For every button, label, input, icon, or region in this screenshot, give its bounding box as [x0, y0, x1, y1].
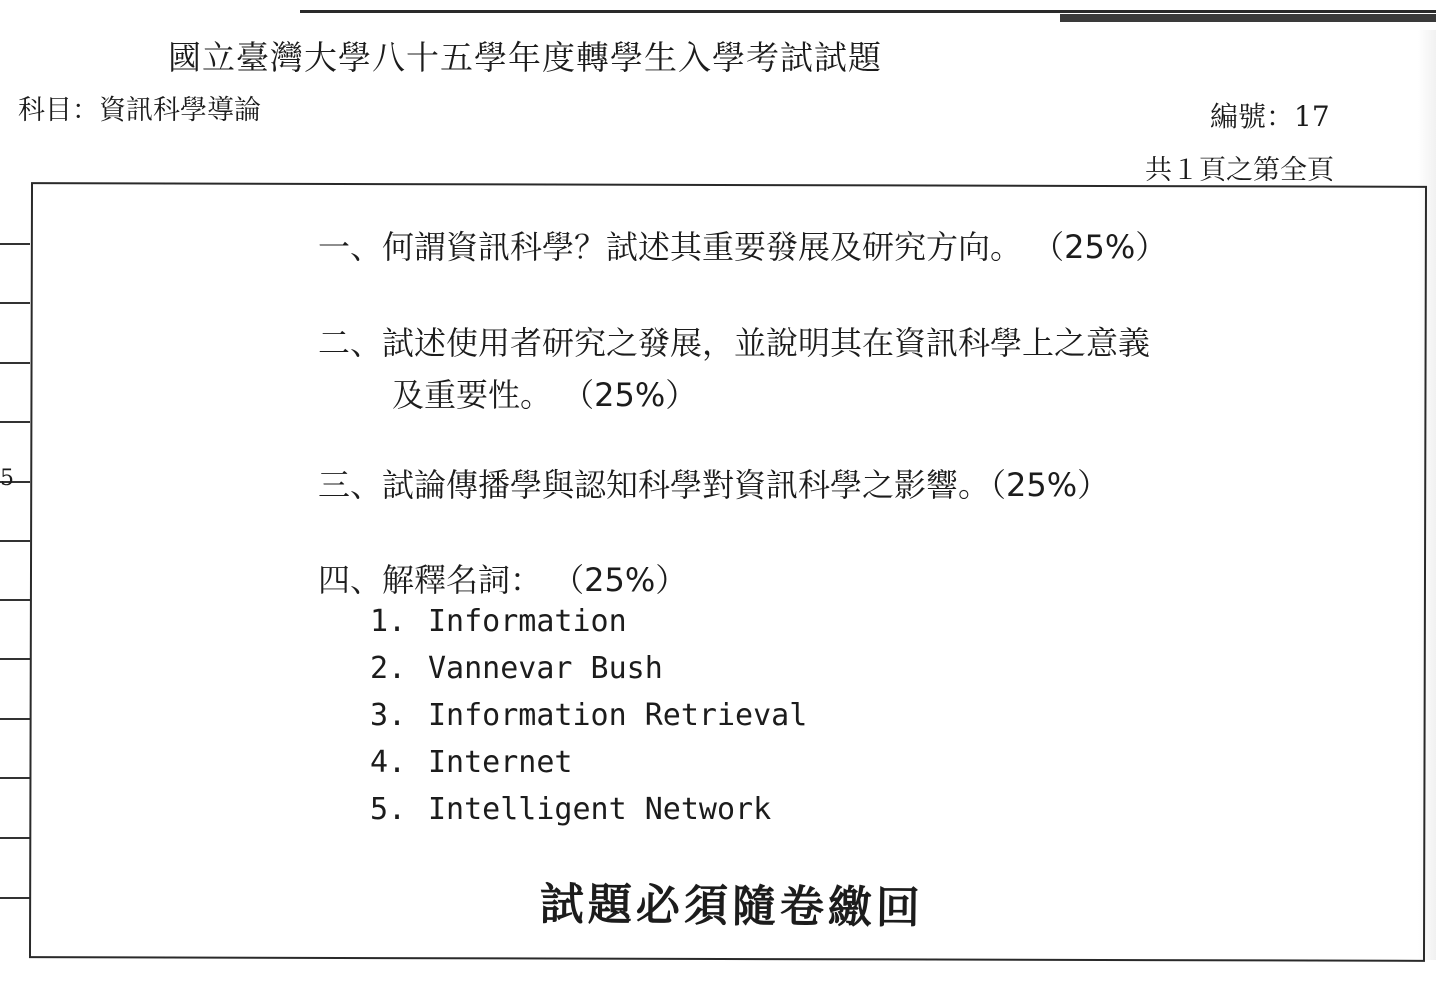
question-3-text: 三、試論傳播學與認知科學對資訊科學之影響。（25%） — [318, 466, 1110, 504]
term-number: 3. — [370, 698, 407, 733]
margin-tick — [0, 421, 30, 423]
margin-tick — [0, 243, 30, 245]
margin-tick — [0, 540, 30, 542]
term-list — [370, 602, 807, 837]
term-number: 4. — [370, 745, 407, 780]
margin-tick — [0, 897, 30, 899]
question-2-text: 二、試述使用者研究之發展，並說明其在資訊科學上之意義 — [318, 324, 1151, 362]
top-rule-thick — [1060, 14, 1436, 22]
margin-tick — [0, 599, 30, 601]
exam-title: 國立臺灣大學八十五學年度轉學生入學考試試題 — [168, 38, 882, 77]
term-item — [370, 790, 807, 837]
margin-tick — [0, 837, 30, 839]
subject-label: 科目：資訊科學導論 — [18, 95, 261, 126]
margin-tick-label: 5 — [0, 466, 14, 491]
term-item — [370, 743, 807, 790]
question-1-text: 一、何謂資訊科學？試述其重要發展及研究方向。 （25%） — [318, 228, 1168, 266]
question-2-continuation: 及重要性。 （25%） — [392, 376, 698, 414]
margin-tick — [0, 718, 30, 720]
term-text: Intelligent Network — [428, 792, 772, 827]
term-text: Internet — [428, 745, 573, 780]
question-3 — [318, 460, 1109, 506]
margin-tick — [0, 777, 30, 779]
return-notice-stamp: 試題必須隨卷繳回 — [539, 878, 925, 935]
term-number: 5. — [370, 792, 407, 827]
term-text: Information Retrieval — [428, 698, 808, 733]
term-number: 2. — [370, 651, 407, 686]
top-rule — [300, 10, 1436, 13]
question-4 — [318, 555, 687, 601]
question-1 — [318, 222, 1167, 268]
term-text: Vannevar Bush — [428, 651, 663, 686]
margin-tick — [0, 302, 30, 304]
exam-code: 編號：17 — [1210, 100, 1330, 133]
margin-tick — [0, 362, 30, 364]
question-4-text: 四、解釋名詞： （25%） — [318, 561, 688, 599]
term-item — [370, 649, 807, 696]
margin-tick — [0, 658, 30, 660]
question-2 — [318, 318, 1150, 416]
question-frame — [29, 182, 1427, 962]
term-number: 1. — [370, 604, 407, 639]
term-item — [370, 602, 807, 649]
term-text: Information — [428, 604, 627, 639]
page-count: 共１頁之第全頁 — [1145, 155, 1334, 186]
term-item — [370, 696, 807, 743]
